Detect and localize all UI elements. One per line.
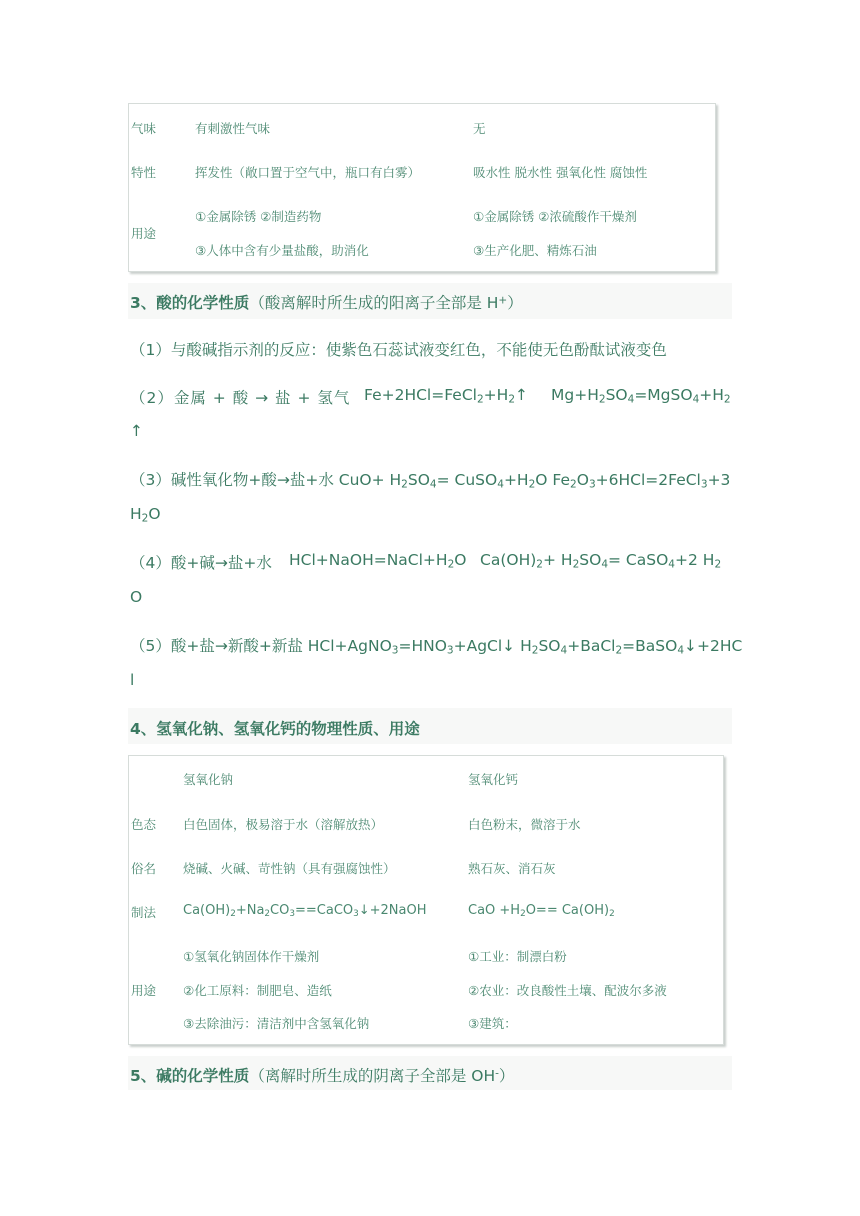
row-label-usage: 用途 — [131, 226, 157, 241]
naoh-usage-1: ①氢氧化钠固体作干燥剂 — [183, 949, 320, 964]
acid-prop-4: （4）酸+碱→盐+水 $HCl+NaOH=NaCl+H_2O$ $Ca(OH)_2+ H_2SO_4=$ CaSO$_4$+2 $H_2$ — [130, 551, 722, 572]
caoh2-usage-2: ②农业：改良酸性土壤、配波尔多液 — [468, 983, 667, 998]
row-label-property: 特性 — [131, 165, 157, 180]
hcl-odor: 有刺激性气味 — [195, 121, 271, 136]
naoh-appearance: 白色固体，极易溶于水（溶解放热） — [183, 817, 384, 832]
row-label-odor: 气味 — [131, 121, 157, 136]
section-3-heading: 3、酸的化学性质（酸离解时所生成的阳离子全部是 H+） — [130, 294, 523, 312]
acid-prop-4-cont: O — [130, 588, 143, 606]
acid-prop-2: （2）金属 + 酸 → 盐 + 氢气 $Fe+2HCl=FeCl_2+H_2↑$ $Mg+H_2SO_4=MgSO_4+H_2$ — [130, 386, 731, 407]
naoh-usage-2: ②化工原料：制肥皂、造纸 — [183, 983, 332, 998]
header-naoh: 氢氧化钠 — [183, 772, 234, 787]
caoh2-preparation: CaO $+H_2O== Ca(OH)_2$ — [468, 903, 615, 920]
caoh2-usage-1: ①工业：制漂白粉 — [468, 949, 567, 964]
caoh2-appearance: 白色粉末，微溶于水 — [468, 817, 581, 832]
hcl-usage-1: ①金属除锈 ②制造药物 — [195, 209, 322, 224]
hcl-property: 挥发性（敞口置于空气中，瓶口有白雾） — [195, 165, 421, 180]
hcl-usage-2: ③人体中含有少量盐酸，助消化 — [195, 243, 369, 258]
h2so4-usage-2: ③生产化肥、精炼石油 — [473, 243, 597, 258]
caoh2-common-name: 熟石灰、消石灰 — [468, 861, 556, 876]
row-label-common-name: 俗名 — [131, 861, 157, 876]
section-4-heading: 4、氢氧化钠、氢氧化钙的物理性质、用途 — [130, 720, 420, 738]
h2so4-usage-1: ①金属除锈 ②浓硫酸作干燥剂 — [473, 209, 637, 224]
h2so4-odor: 无 — [473, 121, 486, 136]
acid-prop-1: （1）与酸碱指示剂的反应：使紫色石蕊试液变红色，不能使无色酚酞试液变色 — [130, 341, 667, 359]
row-label-usage-2: 用途 — [131, 983, 157, 998]
row-label-appearance: 色态 — [131, 817, 157, 832]
row-label-preparation: 制法 — [131, 905, 157, 920]
acid-prop-2-arrow: ↑ — [130, 422, 143, 440]
acid-prop-3-cont: $H_2O$ — [130, 505, 161, 525]
section-5-heading: 5、碱的化学性质（离解时所生成的阴离子全部是 OH-） — [130, 1067, 515, 1085]
acid-prop-5: （5）酸+盐→新酸+新盐 $HCl+AgNO_3=HNO_3+AgCl↓$ $H_2SO_4+BaCl_2=BaSO_4↓+2HC$ — [130, 637, 743, 657]
naoh-common-name: 烧碱、火碱、苛性钠（具有强腐蚀性） — [183, 861, 396, 876]
naoh-usage-3: ③去除油污：清洁剂中含氢氧化钠 — [183, 1016, 370, 1031]
naoh-preparation: $Ca(OH)_2+Na_2CO_3==CaCO_3↓+2NaOH$ — [183, 903, 427, 920]
caoh2-usage-3: ③建筑： — [468, 1016, 517, 1031]
acid-prop-5-cont: l — [130, 671, 135, 689]
acid-prop-3: （3）碱性氧化物+酸→盐+水 $CuO+ H_2SO_4=$ $CuSO_4+H_2O$ $Fe_2O_3+6HCl=2FeCl_3+3$ — [130, 471, 731, 491]
h2so4-property: 吸水性 脱水性 强氧化性 腐蚀性 — [473, 165, 648, 180]
header-caoh2: 氢氧化钙 — [468, 772, 519, 787]
base-properties-table — [128, 755, 724, 1045]
